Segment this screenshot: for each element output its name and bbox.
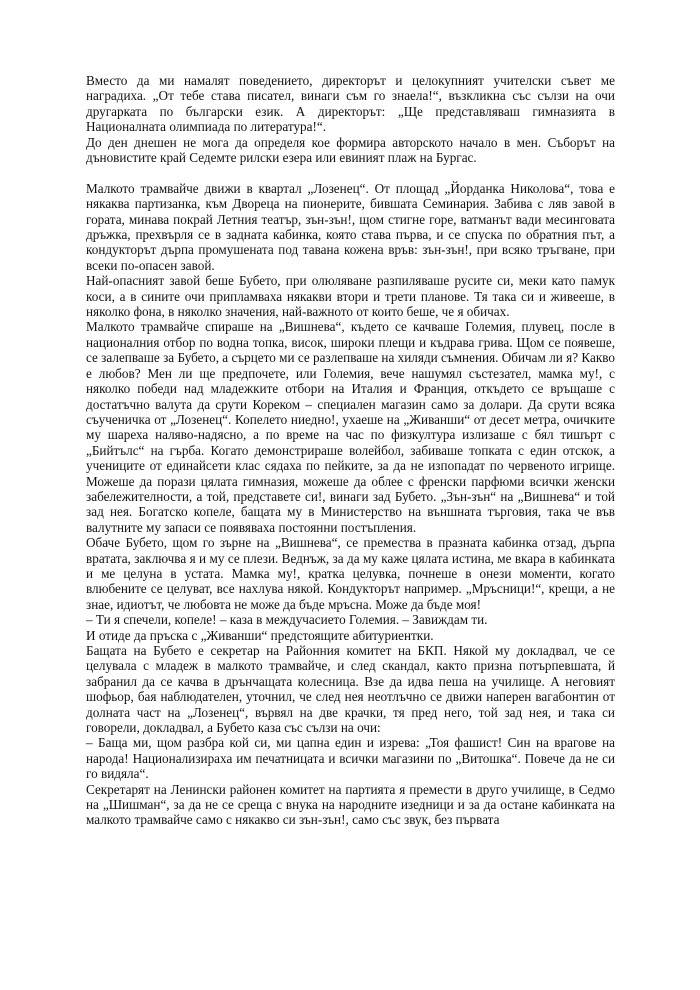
paragraph-father-secretary: Бащата на Бубето е секретар на Районния комитет на БКП. Някой му докладвал, че се целувала с младеж в малкото трамвайче, и след скандал, както призна потърпевшата, й забранил да се качва в дрънчащата колесница. Взе да идва пеша на училище. А неговият шофьор, бая наблюдателен, уточнил, че след нея неотлъчно се движи наперен вагабонтин от долната част на „Лозенец“, вървял на две крачки, тя пред него, той зад нея, и така си говорели, докладвал, а Бубето каза със сълзи на очи:: [86, 643, 615, 736]
paragraph-dialogue-father: – Баща ми, щом разбра кой си, ми цапна един и изрева: „Тоя фашист! Син на врагове на народа! Национализираха им печатницата и всички магазини по „Витошка“. Повече да не си го видяла“.: [86, 735, 615, 782]
paragraph-bubeto: Най-опасният завой беше Бубето, при олюляване разпиляваше русите си, меки като памук коси, а в сините очи припламваха някакви втори и трети планове. Тя така си и живееше, в няколко фона, в няколко значения, най-важното от които беше, че я обичах.: [86, 273, 615, 320]
document-page: [86, 73, 615, 828]
paragraph-school-transfer: Секретарят на Ленински районен комитет на партията я премести в друго училище, в Седмо на „Шишман“, за да не се среща с внука на народните изедници и за да остане кабинката на малкото трамвайче само с някакво си зън-зън!, само със звук, без първата: [86, 781, 615, 828]
paragraph-givenchy: И отиде да пръска с „Живанши“ предстоящите абитуриентки.: [86, 627, 434, 643]
paragraph-tram-route: Малкото трамвайче движи в квартал „Лозенец“. От площад „Йорданка Николова“, това е някаква партизанка, към Двореца на пионерите, бившата Семинария. Забива с ляв завой в гората, минава покрай Летния театър, зън-зън!, щом стигне горе, ватманът вади месинговата дръжка, прехвърля се в задната кабинка, която става първа, и се спуска по обратния път, а кондукторът дърпа промушената под тавана кожена връв: зън-зън!, при всяко тръгване, при всеки по-опасен завой.: [86, 180, 615, 273]
paragraph-kiss: Обаче Бубето, щом го зърне на „Вишнева“, се премества в празната кабинка отзад, дърпа вратата, заключва я и му се плези. Веднъж, за да му каже цялата истина, ме вкара в кабинката и ме целуна в устата. Мамка му!, кратка целувка, почнеше в онези моменти, когато влюбените се целуват, все нахлува някой. Кондукторът например. „Мръсници!“, крещи, а не знае, идиотът, че любовта не може да бъде мръсна. Може да бъде моя!: [86, 535, 615, 612]
paragraph-authorial-origin: До ден днешен не мога да определя кое формира авторското начало в мен. Съборът на дъновистите край Седемте рилски езера или евиният плаж на Бургас.: [86, 134, 615, 166]
paragraph-golemiya: Малкото трамвайче спираше на „Вишнева“, където се качваше Големия, плувец, после в националния отбор по водна топка, висок, широки плещи и къдрава грива. Щом се появеше, се залепваше за Бубето, а сърцето ми се разлепваше на хиляди съмнения. Обичам ли я? Какво е любов? Мен ли ще предпочете, или Големия, вече нашумял състезател, мамка му!, с няколко победи над младежките отбори на Италия и Франция, откъдето се връщаше с достатъчно валута да срути Кореком – специален магазин само за долари. Да срути всяка съученичка от „Лозенец“. Копелето ниедно!, ухаеше на „Живанши“ от десет метра, очичките му шареха наляво-надясно, а по време на час по физкултура излизаше с бял тишърт с „Бийтълс“ на гърба. Когато демонстрираше волейбол, забиваше топката с един отскок, а учениците от единайсети клас сядаха по пейките, за да не изпопадат по червеното игрище. Можеше да порази цялата гимназия, можеше да облее с френски парфюми всички женски забележителности, а той, представете си!, винаги зад Бубето. „Зън-зън“ на „Вишнева“ и той зад нея. Богатско копеле, бащата му в Министерство на външната търговия, така че във валутните му запаси се появяваха постоянни постъпления.: [86, 319, 615, 535]
paragraph-award: Вместо да ми намалят поведението, директорът и целокупният учителски съвет ме наградиха. „От тебе става писател, винаги съм го знаела!“, възкликна със сълзи на очи другарката по български език. А директорът: „Ще представляваш гимназията в Националната олимпиада по литература!“.: [86, 73, 615, 135]
paragraph-dialogue-golemiya: – Ти я спечели, копеле! – каза в междучасието Големия. – Завиждам ти.: [86, 612, 488, 628]
